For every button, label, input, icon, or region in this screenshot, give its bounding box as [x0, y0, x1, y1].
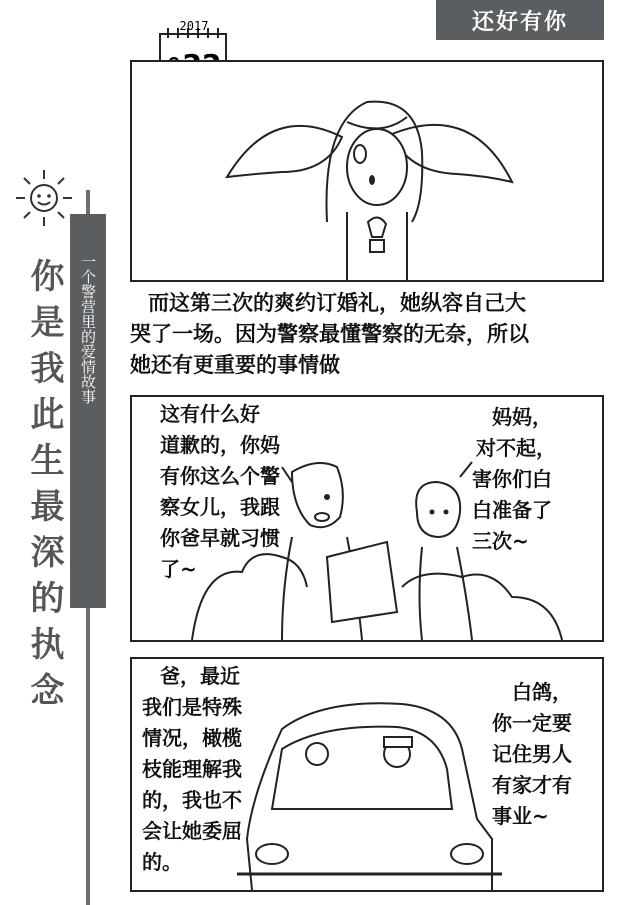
speech-line: 记住男人 [492, 742, 572, 766]
chapter-tag: 还好有你 [436, 0, 604, 40]
narration [130, 288, 610, 381]
mom-speech-bubble [160, 399, 280, 585]
narration-line: 而这第三次的爽约订婚礼，她纵容自己大 [148, 291, 526, 315]
crying-girl-illustration [132, 62, 602, 280]
sidebar-subtitle: 一个警营里的爱情故事 [70, 214, 106, 608]
narration-line: 她还有更重要的事情做 [130, 353, 340, 377]
speech-line: 这有什么好 [160, 402, 260, 426]
speech-line: 的，我也不 [142, 788, 242, 812]
calendar-year: 2017 [179, 19, 209, 33]
speech-line: 白准备了 [472, 498, 552, 522]
speech-line: 三次~ [472, 529, 529, 553]
speech-line: 的。 [142, 850, 182, 874]
speech-line: 我们是特殊 [142, 695, 242, 719]
speech-line: 妈妈， [492, 405, 552, 429]
comic-panel-1 [130, 60, 604, 282]
speech-line: 会让她委屈 [142, 819, 242, 843]
speech-line: 对不起， [476, 436, 556, 460]
speech-line: 你爸早就习惯 [160, 526, 280, 550]
speech-line: 有你这么个警 [160, 464, 280, 488]
daughter-speech-bubble [142, 661, 242, 878]
speech-line: 害你们白 [472, 467, 552, 491]
dad-speech-bubble [492, 677, 572, 832]
sun-icon [12, 166, 76, 234]
speech-line: 你一定要 [492, 711, 572, 735]
speech-line: 枝能理解我 [142, 757, 242, 781]
daughter-speech-bubble [472, 402, 556, 557]
sidebar-title: 你是我此生最深的执念 [24, 258, 64, 718]
speech-line: 事业~ [492, 804, 549, 828]
comic-panel-2 [130, 395, 604, 642]
speech-line: 白鸽， [512, 680, 572, 704]
speech-line: 察女儿，我跟 [160, 495, 280, 519]
comic-panel-3 [130, 657, 604, 892]
speech-line: 有家才有 [492, 773, 572, 797]
speech-line: 爸，最近 [160, 664, 240, 688]
speech-line: 情况，橄榄 [142, 726, 242, 750]
speech-line: 道歉的，你妈 [160, 433, 280, 457]
speech-line: 了~ [160, 557, 197, 581]
narration-line: 哭了一场。因为警察最懂警察的无奈，所以 [130, 322, 529, 346]
